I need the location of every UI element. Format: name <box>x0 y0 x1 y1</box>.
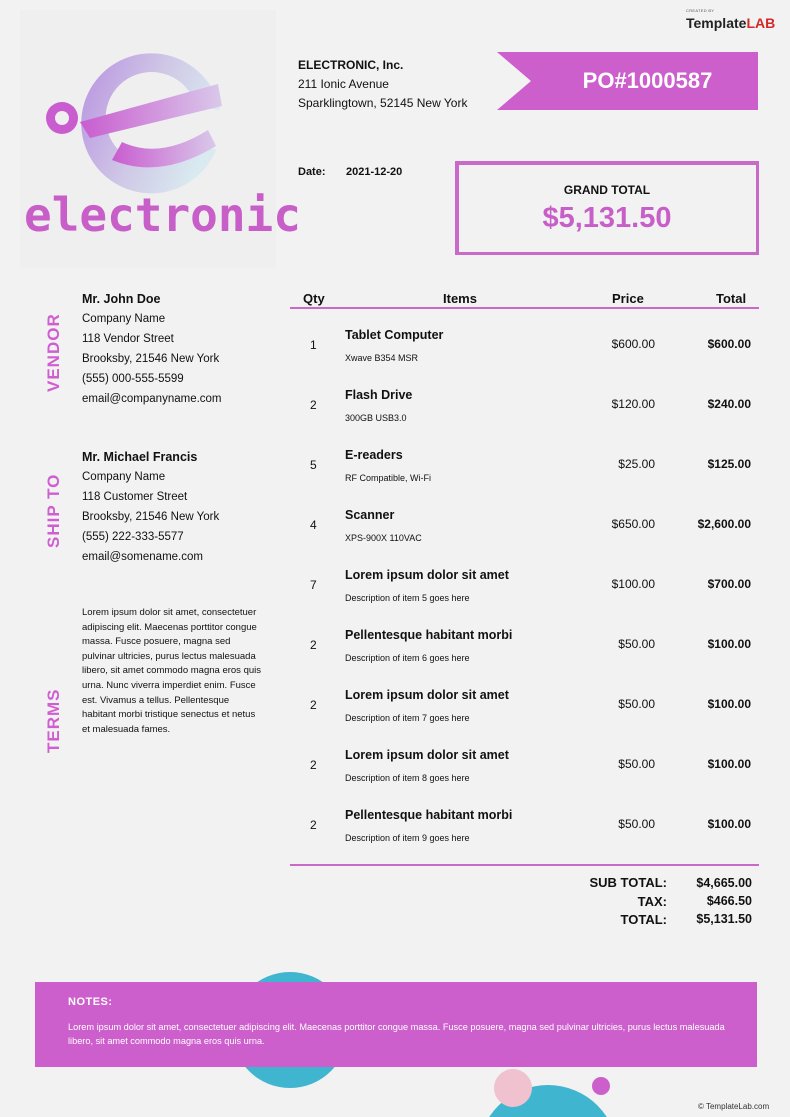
templatelab-badge: CREATED BY TemplateLAB <box>686 8 776 31</box>
vendor-phone: (555) 000-555-5599 <box>82 373 184 385</box>
vendor-company: Company Name <box>82 313 166 325</box>
row-item-description: Description of item 8 goes here <box>345 773 470 783</box>
ship-to-phone: (555) 222-333-5577 <box>82 531 184 543</box>
row-price: $50.00 <box>618 637 655 651</box>
grand-total-box <box>455 161 759 255</box>
date-value: 2021-12-20 <box>346 166 403 178</box>
table-row <box>290 736 759 796</box>
ship-to-name: Mr. Michael Francis <box>82 450 198 464</box>
tax-value: $466.50 <box>706 894 752 908</box>
row-price: $650.00 <box>611 517 655 531</box>
company-address <box>298 56 467 113</box>
row-item-name: Lorem ipsum dolor sit amet <box>345 748 509 762</box>
table-bottom-divider <box>290 864 759 866</box>
row-total: $2,600.00 <box>697 517 751 531</box>
row-price: $600.00 <box>611 337 655 351</box>
e-logo-icon <box>20 10 276 210</box>
row-item-name: Scanner <box>345 508 395 522</box>
date-label: Date: <box>298 166 326 178</box>
row-item-description: RF Compatible, Wi-Fi <box>345 473 432 483</box>
ship-to-email: email@somename.com <box>82 551 203 563</box>
total-value: $5,131.50 <box>696 912 752 926</box>
row-item-name: Pellentesque habitant morbi <box>345 628 513 642</box>
row-item-description: 300GB USB3.0 <box>345 413 407 423</box>
vendor-address <box>82 289 222 409</box>
row-total: $100.00 <box>707 637 751 651</box>
row-price: $50.00 <box>618 757 655 771</box>
qty-header: Qty <box>303 291 325 306</box>
row-item-name: Pellentesque habitant morbi <box>345 808 513 822</box>
table-row <box>290 556 759 616</box>
table-row <box>290 376 759 436</box>
ship-to-company: Company Name <box>82 471 166 483</box>
row-qty: 4 <box>310 518 317 532</box>
row-qty: 7 <box>310 578 317 592</box>
row-price: $50.00 <box>618 817 655 831</box>
vendor-email: email@companyname.com <box>82 393 222 405</box>
table-row <box>290 436 759 496</box>
row-item-name: Lorem ipsum dolor sit amet <box>345 688 509 702</box>
logo-wordmark: electronic <box>24 188 301 242</box>
row-qty: 2 <box>310 398 317 412</box>
company-city: Sparklingtown, 52145 New York <box>298 96 468 110</box>
row-item-description: Description of item 9 goes here <box>345 833 470 843</box>
table-row <box>290 796 759 856</box>
company-street: 211 Ionic Avenue <box>298 77 389 91</box>
vendor-city: Brooksby, 21546 New York <box>82 353 220 365</box>
po-number: PO#1000587 <box>582 68 713 93</box>
po-number-banner <box>497 52 758 110</box>
row-qty: 2 <box>310 698 317 712</box>
row-item-name: Flash Drive <box>345 388 413 402</box>
row-total: $100.00 <box>707 817 751 831</box>
terms-heading: TERMS <box>44 688 63 753</box>
table-header-divider <box>290 307 759 309</box>
row-qty: 5 <box>310 458 317 472</box>
row-item-name: E-readers <box>345 448 403 462</box>
ship-to-street: 118 Customer Street <box>82 491 188 503</box>
row-item-description: Description of item 7 goes here <box>345 713 470 723</box>
tax-label: TAX: <box>637 894 667 909</box>
grand-total-value: $5,131.50 <box>542 202 672 234</box>
row-price: $120.00 <box>611 397 655 411</box>
notes-panel <box>35 982 757 1067</box>
company-logo <box>20 10 301 268</box>
row-price: $50.00 <box>618 697 655 711</box>
row-qty: 2 <box>310 638 317 652</box>
copyright: © TemplateLab.com <box>698 1102 770 1111</box>
table-row <box>290 676 759 736</box>
subtotal-value: $4,665.00 <box>696 876 752 890</box>
table-row <box>290 616 759 676</box>
row-price: $25.00 <box>618 457 655 471</box>
notes-title: NOTES: <box>68 996 113 1008</box>
company-name: ELECTRONIC, Inc. <box>298 58 404 72</box>
row-qty: 1 <box>310 338 317 352</box>
grand-total-label: GRAND TOTAL <box>563 183 651 197</box>
vendor-name: Mr. John Doe <box>82 292 161 306</box>
row-total: $125.00 <box>707 457 751 471</box>
row-item-name: Tablet Computer <box>345 328 444 342</box>
row-item-description: Description of item 6 goes here <box>345 653 470 663</box>
ship-to-address <box>82 447 219 567</box>
row-qty: 2 <box>310 818 317 832</box>
notes-text: Lorem ipsum dolor sit amet, consectetuer adipiscing elit. Maecenas porttitor congue massa. Fusce posuere, magna sed pulvinar ultricies, purus lectus malesuada libero, sit amet commodo magna eros quis urna. <box>68 1022 725 1046</box>
vendor-heading: VENDOR <box>44 313 63 392</box>
row-item-description: Xwave B354 MSR <box>345 353 419 363</box>
templatelab-logo: TemplateLAB <box>686 15 776 31</box>
price-header: Price <box>612 291 644 306</box>
row-qty: 2 <box>310 758 317 772</box>
total-header: Total <box>716 291 747 306</box>
total-label: TOTAL: <box>620 912 667 927</box>
row-total: $600.00 <box>707 337 751 351</box>
vendor-street: 118 Vendor Street <box>82 333 174 345</box>
ship-to-city: Brooksby, 21546 New York <box>82 511 220 523</box>
ship-to-heading: SHIP TO <box>44 473 63 548</box>
row-item-description: XPS-900X 110VAC <box>345 533 422 543</box>
row-price: $100.00 <box>611 577 655 591</box>
row-total: $100.00 <box>707 697 751 711</box>
row-total: $100.00 <box>707 757 751 771</box>
items-header: Items <box>443 291 477 306</box>
row-item-description: Description of item 5 goes here <box>345 593 470 603</box>
table-row <box>290 496 759 556</box>
subtotal-label: SUB TOTAL: <box>589 875 667 890</box>
row-total: $240.00 <box>707 397 751 411</box>
table-row <box>290 316 759 376</box>
terms-text: Lorem ipsum dolor sit amet, consectetuer adipiscing elit. Maecenas porttitor congue massa. Fusce posuere, magna sed pulvinar ultricies, purus lectus malesuada libero, sit amet commodo magna eros quis urna. Nunc viverra imperdiet enim. Fusce est. Vivamus a tellus. Pellentesque habitant morbi tristique senectus et netus et malesuada fames. <box>82 607 261 735</box>
row-item-name: Lorem ipsum dolor sit amet <box>345 568 509 582</box>
row-total: $700.00 <box>707 577 751 591</box>
